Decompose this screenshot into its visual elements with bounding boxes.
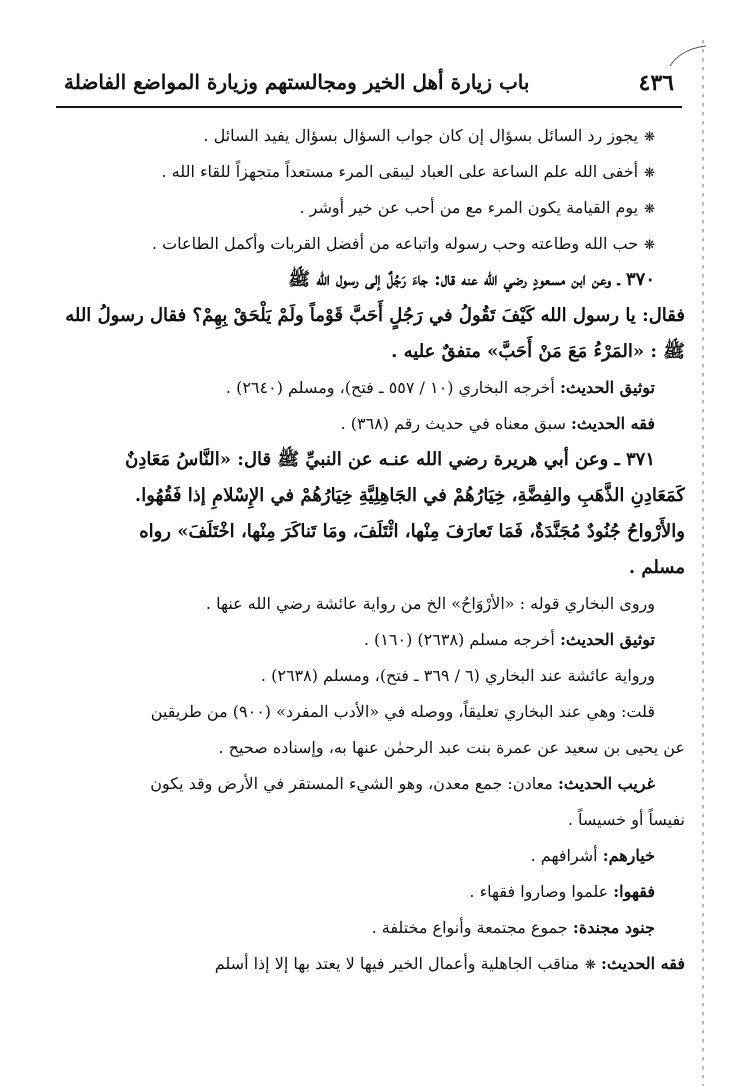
bullet-item <box>55 226 685 262</box>
term-entry <box>55 910 685 946</box>
bullet-text: يوم القيامة يكون المرء مع من أحب عن خير أوشر . <box>299 198 639 217</box>
hadith-371-line: ٣٧١ ـ وعن أبي هريرة رضي الله عنـه عن النبيِّ ﷺ قال: «النَّاسُ مَعَادِنٌ <box>125 449 655 470</box>
tawthiq-label: توثيق الحديث: <box>559 378 655 397</box>
term-entry <box>55 838 685 874</box>
bukhari-note: وروى البخاري قوله : «الأرْوَاحُ» الخ من رواية عائشة رضي الله عنها . <box>205 594 655 613</box>
naqd-370 <box>55 406 685 442</box>
term-label: خيارهم: <box>602 846 655 865</box>
bullet-item <box>55 154 685 190</box>
gharib-continuation: نفيساً أو خسيساً . <box>567 810 685 829</box>
term-meaning: أشرافهم . <box>530 846 598 865</box>
hadith-370-line: ﷺ : «المَرْءُ مَعَ مَنْ أَحَبَّ» متفقٌ عليه . <box>391 341 685 362</box>
page-body <box>55 118 685 982</box>
term-label: جنود مجندة: <box>572 918 655 937</box>
naqd-text: سبق معناه في حديث رقم (٣٦٨) . <box>340 414 566 433</box>
tawthiq-370 <box>55 370 685 406</box>
page-header <box>58 68 678 104</box>
bullet-text: حب الله وطاعته وحب رسوله واتباعه من أفضل القربات وأكمل الطاعات . <box>151 234 639 253</box>
page-number: ٤٣٦ <box>638 70 674 96</box>
tawthiq-text: أخرجه البخاري (١٠ / ٥٥٧ ـ فتح)، ومسلم (٢٦٤٠) . <box>225 378 555 397</box>
tawthiq-text: أخرجه مسلم (٢٦٣٨) (١٦٠) . <box>363 630 555 649</box>
bullet-icon: ❋ <box>644 166 655 181</box>
naqd-label: فقه الحديث: <box>600 954 685 973</box>
bullet-icon: ❋ <box>644 202 655 217</box>
hadith-370-line: فقال: يا رسول الله كَيْفَ تَقُولُ في رَجُلٍ أَحَبَّ قَوْماً ولَمْ يَلْحَقْ بِهِمْ؟ فقال رسولُ الله <box>65 305 685 326</box>
bullet-text: أخفى الله علم الساعة على العباد ليبقى المرء مستعداً متجهزاً للقاء الله . <box>161 162 639 181</box>
tawthiq-371 <box>55 622 685 658</box>
aisha-note: ورواية عائشة عند البخاري (٦ / ٣٦٩ ـ فتح)، ومسلم (٢٦٣٨) . <box>260 666 655 685</box>
qultu-line: عن يحيى بن سعيد عن عمرة بنت عبد الرحمٰن عنها به، وإسناده صحيح . <box>218 738 685 757</box>
term-label: فقهوا: <box>613 882 655 901</box>
gharib-371 <box>55 766 685 802</box>
term-entry <box>55 874 685 910</box>
bullet-text: يجوز رد السائل بسؤال إن كان جواب السؤال بسؤال يفيد السائل . <box>203 126 639 145</box>
header-divider <box>56 106 682 108</box>
gharib-label: غريب الحديث: <box>557 774 655 793</box>
bullet-icon: ❋ <box>644 130 655 145</box>
gharib-text: معادن: جمع معدن، وهو الشيء المستقر في الأرض وقد يكون <box>150 774 553 793</box>
naqd-371 <box>55 946 685 982</box>
hadith-371-line: كَمَعَادِنِ الذَّهَبِ والفِضَّةِ، خِيَارُهُمْ في الجَاهِلِيَّةِ خِيَارُهُمْ في الإِسْلامِ إذا فَقُهُوا. <box>134 485 685 506</box>
bullet-icon: ❋ <box>584 958 596 973</box>
hadith-371-line: والأَرْواحُ جُنُودٌ مُجَنَّدَةٌ، فَمَا تَعارَفَ مِنْها، ائْتَلَفَ، ومَا تَناكَرَ مِنْها، اخْتَلَفَ» رواه <box>139 521 685 542</box>
naqd-label: فقه الحديث: <box>570 414 655 433</box>
bullet-item <box>55 118 685 154</box>
bullet-icon: ❋ <box>644 238 655 253</box>
bullet-item <box>55 190 685 226</box>
term-meaning: جموع مجتمعة وأنواع مختلفة . <box>371 918 568 937</box>
term-meaning: علموا وصاروا فقهاء . <box>469 882 609 901</box>
naqd-text: مناقب الجاهلية وأعمال الخير فيها لا يعتد بها إلا إذا أسلم <box>214 954 579 973</box>
hadith-370-line: ٣٧٠ ـ وعن ابن مسعودٍ رضي الله عنه قال: جاءَ رَجُلٌ إلى رسول الله ﷺ <box>288 269 655 290</box>
chapter-title: باب زيارة أهل الخير ومجالستهم وزيارة المواضع الفاضلة <box>64 70 530 94</box>
tawthiq-label: توثيق الحديث: <box>559 630 655 649</box>
hadith-371-line: مسلم . <box>628 557 685 578</box>
page-edge-dotted-line <box>702 40 704 1086</box>
qultu-line: قلت: وهي عند البخاري تعليقاً، ووصله في «الأدب المفرد» (٩٠٠) من طريقين <box>150 702 655 721</box>
